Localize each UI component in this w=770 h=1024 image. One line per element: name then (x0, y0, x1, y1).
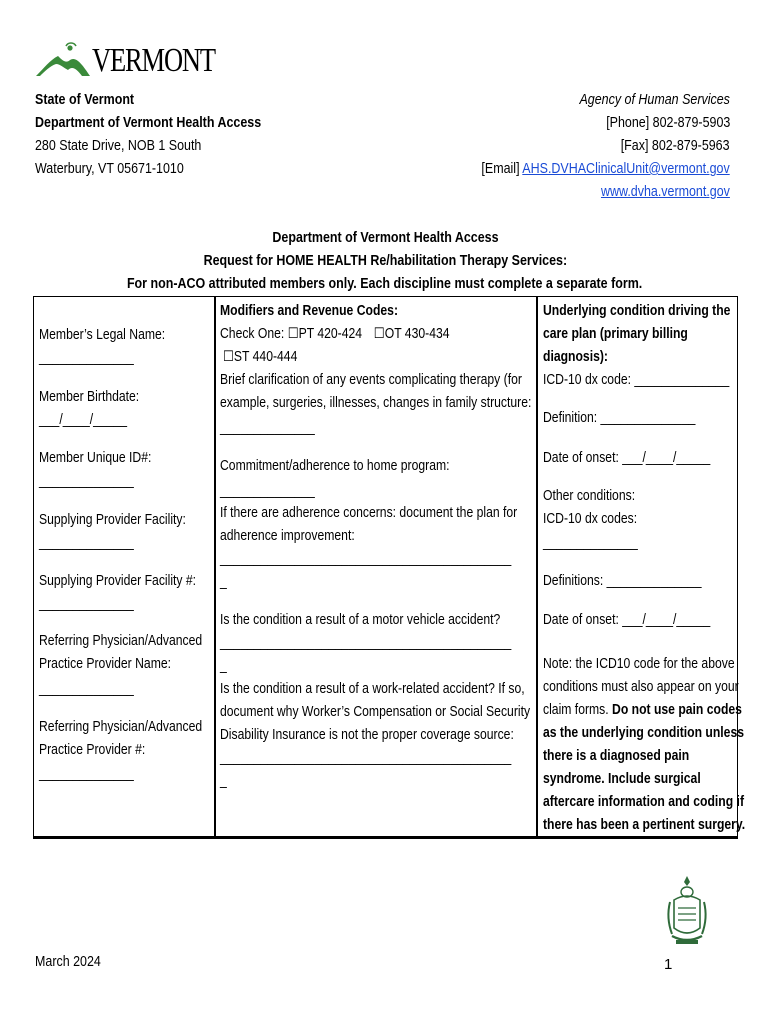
check-one-label: Check One: (220, 326, 288, 342)
adherence-field-line-2[interactable]: _ (220, 574, 227, 590)
fax-number: [Fax] 802-879-5963 (621, 138, 730, 154)
title-request: Request for HOME HEALTH Re/habilitation Therapy Services: (203, 253, 567, 269)
form-titles (35, 227, 735, 296)
legal-name-field[interactable]: ______________ (39, 350, 134, 366)
referring-number-label-1: Referring Physician/Advanced (39, 719, 203, 735)
diagnosis-heading-1: Underlying condition driving the (543, 303, 731, 319)
work-related-question-1: Is the condition a result of a work-related accident? If so, (220, 681, 525, 697)
legal-name-label: Member’s Legal Name: (39, 327, 166, 343)
definition-field[interactable]: Definition: ______________ (543, 410, 696, 426)
facility-label: Supplying Provider Facility: (39, 512, 186, 528)
page-number: 1 (664, 956, 673, 973)
check-one-row (220, 323, 450, 346)
brief-clarification-line-1: Brief clarification of any events complicating therapy (for (220, 372, 522, 388)
referring-number-label-2: Practice Provider #: (39, 742, 146, 758)
ot-checkbox[interactable]: ☐ (373, 326, 385, 342)
referring-name-field[interactable]: ______________ (39, 681, 134, 697)
facility-number-label: Supplying Provider Facility #: (39, 573, 197, 589)
note-line-8: there has been a pertinent surgery. (543, 817, 746, 833)
definitions-field[interactable]: Definitions: ______________ (543, 573, 702, 589)
icd-code-field[interactable]: ICD-10 dx code: ______________ (543, 372, 730, 388)
brief-clarification-field[interactable]: ______________ (220, 420, 315, 436)
diagnosis-column (538, 297, 746, 836)
work-related-question-3: Disability Insurance is not the proper coverage source: (220, 727, 514, 743)
street-address: 280 State Drive, NOB 1 South (35, 138, 202, 154)
motor-vehicle-field-line-2[interactable]: _ (220, 658, 227, 674)
st-option-row (223, 346, 297, 369)
diagnosis-heading-3: diagnosis): (543, 349, 608, 365)
other-conditions-label: Other conditions: (543, 488, 636, 504)
note-line-3 (543, 699, 742, 722)
request-form-table (33, 296, 746, 839)
birthdate-field[interactable]: ___/____/_____ (39, 412, 128, 428)
email-link[interactable]: AHS.DVHAClinicalUnit@vermont.gov (522, 161, 730, 177)
motor-vehicle-field-line-1[interactable]: ___________________________________________ (220, 635, 512, 651)
note-line-6: syndrome. Include surgical (543, 771, 701, 787)
website-link[interactable]: www.dvha.vermont.gov (601, 184, 730, 200)
facility-field[interactable]: ______________ (39, 535, 134, 551)
department-name: Department of Vermont Health Access (35, 115, 262, 131)
work-related-question-2: document why Worker’s Compensation or Social Security (220, 704, 531, 720)
city-address: Waterbury, VT 05671-1010 (35, 161, 184, 177)
work-related-field-line-2[interactable]: _ (220, 773, 227, 789)
pt-checkbox[interactable]: ☐ (287, 326, 299, 342)
note-line-1: Note: the ICD10 code for the above (543, 656, 735, 672)
adherence-field-line-1[interactable]: ___________________________________________ (220, 551, 512, 567)
note-line-7: aftercare information and coding if (543, 794, 744, 810)
ot-option-label: OT 430-434 (384, 326, 450, 342)
footer-date: March 2024 (35, 954, 101, 970)
vermont-logo (36, 42, 215, 80)
modifiers-column (216, 297, 538, 836)
unique-id-field[interactable]: ______________ (39, 473, 134, 489)
pt-option-label: PT 420-424 (298, 326, 363, 342)
note-line-3a: claim forms. (543, 702, 613, 718)
mountain-logo-icon (36, 42, 92, 80)
header-contact-block (350, 89, 730, 204)
state-seal-icon (664, 874, 710, 948)
diagnosis-heading-2: care plan (primary billing (543, 326, 688, 342)
commitment-label: Commitment/adherence to home program: (220, 458, 450, 474)
email-line (482, 158, 730, 181)
birthdate-label: Member Birthdate: (39, 389, 140, 405)
logo-wordmark: VERMONT (92, 42, 215, 79)
note-line-5: there is a diagnosed pain (543, 748, 690, 764)
unique-id-label: Member Unique ID#: (39, 450, 152, 466)
email-label: [Email] (481, 161, 523, 177)
adherence-label-1: If there are adherence concerns: document the plan for (220, 505, 518, 521)
referring-number-field[interactable]: ______________ (39, 766, 134, 782)
icd-codes-label: ICD-10 dx codes: (543, 511, 638, 527)
motor-vehicle-question: Is the condition a result of a motor vehicle accident? (220, 612, 501, 628)
note-line-3b: Do not use pain codes (612, 702, 742, 718)
facility-number-field[interactable]: ______________ (39, 596, 134, 612)
icd-codes-field[interactable]: ______________ (543, 535, 638, 551)
state-name: State of Vermont (35, 92, 135, 108)
brief-clarification-line-2: example, surgeries, illnesses, changes in family structure: (220, 395, 532, 411)
adherence-label-2: adherence improvement: (220, 528, 355, 544)
note-line-4: as the underlying condition unless (543, 725, 744, 741)
header-address-block (35, 89, 365, 181)
referring-name-label-1: Referring Physician/Advanced (39, 633, 203, 649)
agency-name: Agency of Human Services (579, 92, 730, 108)
modifiers-heading: Modifiers and Revenue Codes: (220, 303, 399, 319)
vermont-seal (664, 874, 710, 948)
onset-date-field-2[interactable]: Date of onset: ___/____/_____ (543, 612, 711, 628)
note-line-2: conditions must also appear on your (543, 679, 739, 695)
title-department: Department of Vermont Health Access (271, 230, 499, 246)
work-related-field-line-1[interactable]: ___________________________________________ (220, 750, 512, 766)
st-option-label: ST 440-444 (233, 349, 298, 365)
title-instructions: For non-ACO attributed members only. Each discipline must complete a separate form. (127, 276, 643, 292)
st-checkbox[interactable]: ☐ (223, 349, 234, 365)
commitment-field[interactable]: ______________ (220, 483, 315, 499)
referring-name-label-2: Practice Provider Name: (39, 656, 171, 672)
member-info-column (34, 297, 216, 836)
onset-date-field[interactable]: Date of onset: ___/____/_____ (543, 450, 711, 466)
phone-number: [Phone] 802-879-5903 (605, 115, 730, 131)
